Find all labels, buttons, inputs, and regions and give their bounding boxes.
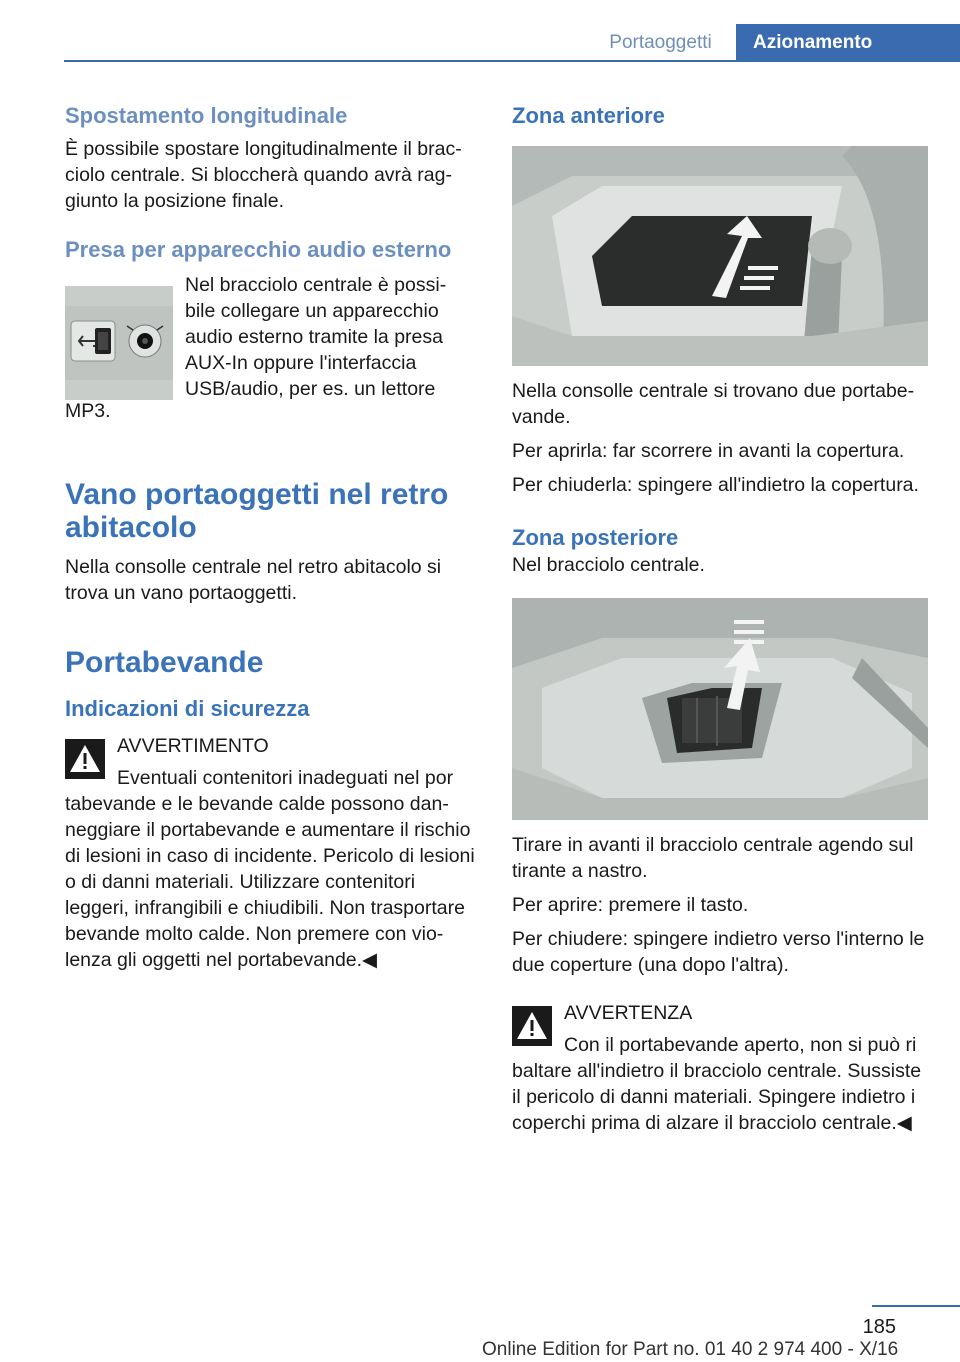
warning-triangle-icon [65, 739, 105, 779]
heading-rear-zone: Zona posteriore [512, 525, 679, 550]
text-rear-1: Tirare in avanti il bracciolo centrale agendo sul tirante a nastro. [512, 834, 914, 882]
text-audio-tail: MP3. [65, 400, 111, 422]
text-audio-line-4: AUX-In oppure l'interfaccia [185, 352, 417, 374]
header-rule [64, 60, 960, 62]
left-column [65, 100, 477, 973]
text-rear-3: Per chiudere: spingere indietro verso l'interno le due coperture (una dopo l'altra). [512, 928, 925, 976]
heading-safety: Indicazioni di sicurezza [65, 696, 310, 721]
page-number: 185 [862, 1316, 896, 1338]
footer-edition: Online Edition for Part no. 01 40 2 974 400 - X/16 [482, 1339, 899, 1360]
footer-rule [872, 1305, 960, 1307]
notice-text-first: Con il portabevande aperto, non si può ri [564, 1034, 917, 1056]
text-rear-2: Per aprire: premere il tasto. [512, 894, 749, 916]
heading-rear-compartment: Vano portaoggetti nel retro abitacolo [65, 478, 449, 544]
notice-triangle-icon [512, 1006, 552, 1046]
right-column [512, 100, 932, 1136]
heading-longitudinal: Spostamento longitudinale [65, 103, 348, 128]
heading-front-zone: Zona anteriore [512, 103, 665, 128]
front-cupholder-photo [512, 146, 928, 366]
warning-title: AVVERTIMENTO [117, 735, 269, 757]
warning-text-rest: tabevande e le bevande calde possono danneggiare il portabevande e aumentare il rischio di lesioni in caso di incidente. Pericolo di lesioni o di danni materiali. Utilizzare contenitori leggeri, infrangibili e chiudibili. Non trasportare bevande molto calde. Non premere con violenza gli oggetti nel portabevande.◀ [65, 793, 475, 971]
header-section-tab: Portaoggetti [609, 32, 712, 53]
notice-block [512, 1000, 932, 1136]
text-audio-line-3: audio esterno tramite la presa [185, 326, 443, 348]
text-audio-line-2: bile collegare un apparecchio [185, 300, 439, 322]
heading-cupholders: Portabevande [65, 646, 264, 679]
heading-audio-socket: Presa per apparecchio audio esterno [65, 237, 452, 262]
text-audio-line-1: Nel bracciolo centrale è possi‐ [185, 274, 447, 296]
audio-socket-block [65, 272, 477, 412]
text-front-1: Nella consolle centrale si trovano due portabevande. [512, 380, 915, 428]
text-front-3: Per chiuderla: spingere all'indietro la copertura. [512, 474, 919, 496]
aux-usb-socket-image [65, 286, 173, 400]
text-rear-compartment: Nella consolle centrale nel retro abitacolo si trova un vano portaoggetti. [65, 556, 442, 604]
header-chapter-tab: Azionamento [736, 24, 960, 62]
notice-title: AVVERTENZA [564, 1002, 693, 1024]
text-front-2: Per aprirla: far scorrere in avanti la copertura. [512, 440, 905, 462]
warning-text-first: Eventuali contenitori inadeguati nel por [117, 767, 454, 789]
warning-block [65, 733, 477, 973]
text-longitudinal: È possibile spostare longitudinalmente il bracciolo centrale. Si bloccherà quando avrà raggiunto la posizione finale. [65, 138, 462, 212]
notice-text-rest: baltare all'indietro il bracciolo centrale. Sussiste il pericolo di danni materiali. Spingere indietro i coperchi prima di alzare il bracciolo centrale.◀ [512, 1060, 922, 1134]
rear-cupholder-photo [512, 598, 928, 820]
text-audio-line-5: USB/audio, per es. un lettore [185, 378, 436, 400]
text-rear-intro: Nel bracciolo centrale. [512, 554, 705, 576]
